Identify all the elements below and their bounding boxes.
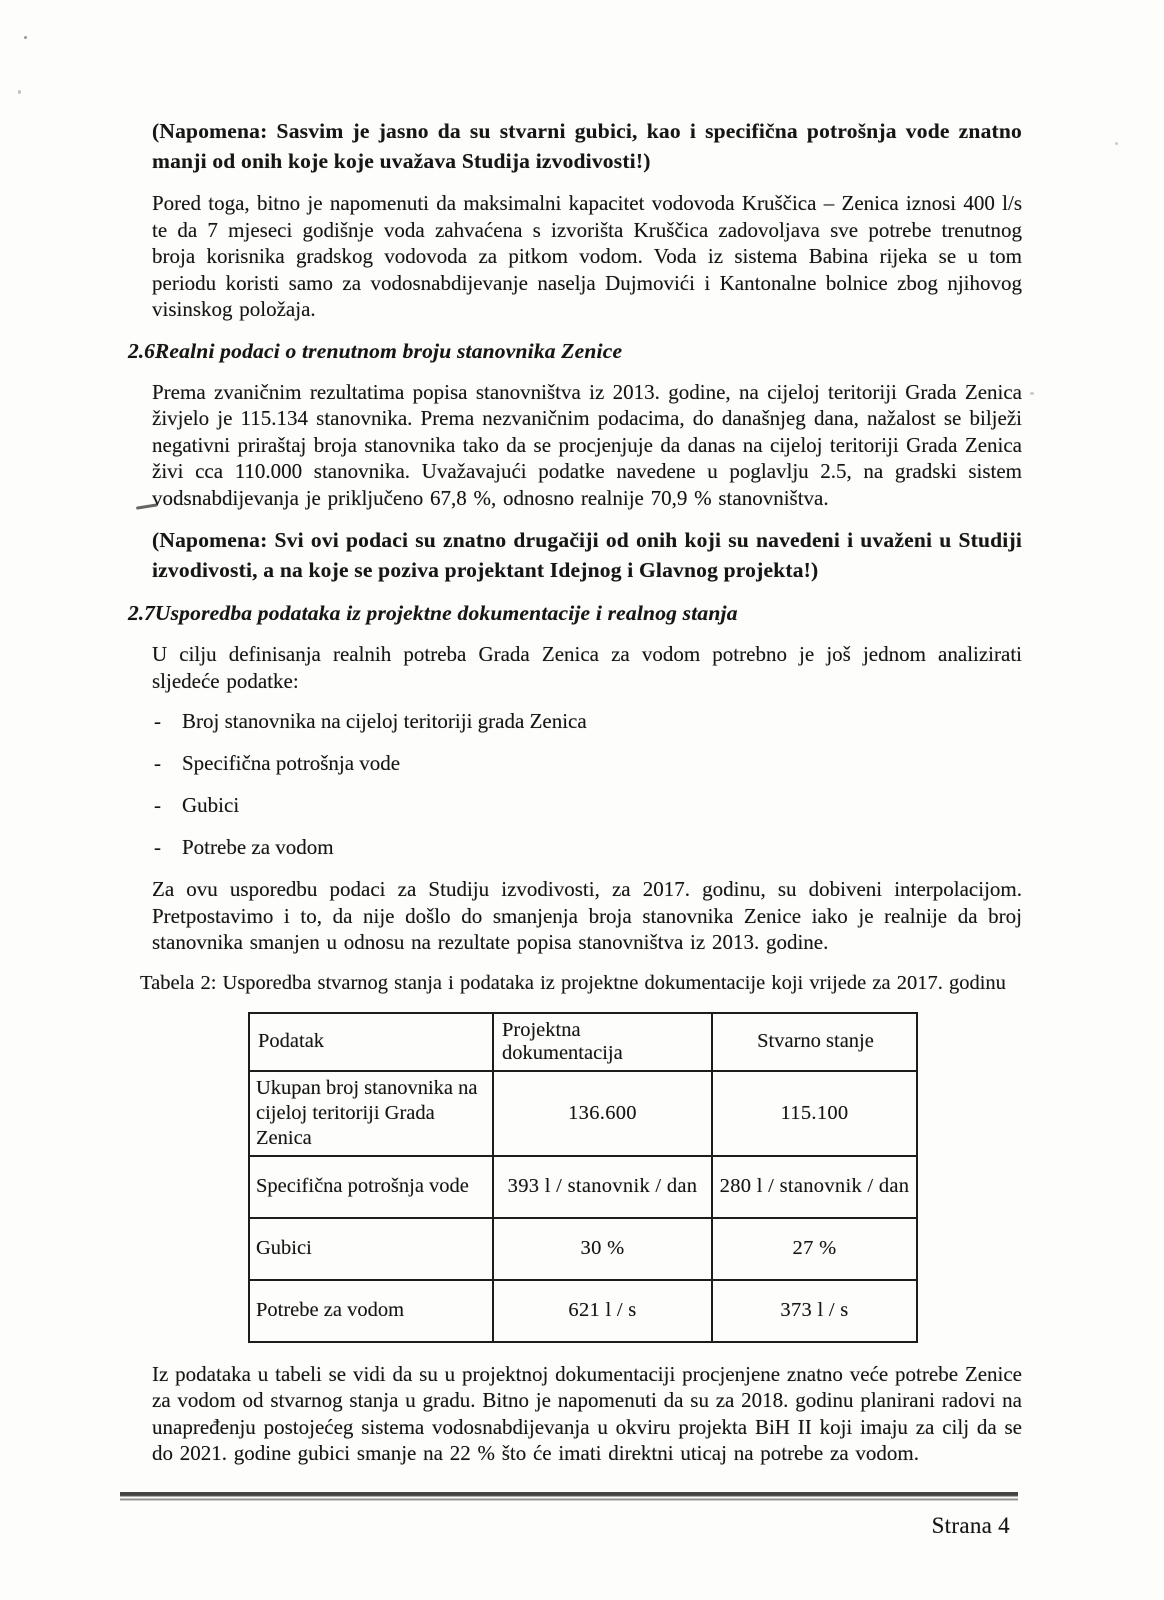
footer-rule bbox=[120, 1492, 1018, 1501]
table-header-podatak: Podatak bbox=[249, 1013, 493, 1071]
table-cell-label: Specifična potrošnja vode bbox=[249, 1156, 493, 1218]
table-row bbox=[249, 1156, 917, 1218]
page-number: Strana 4 bbox=[931, 1513, 1010, 1538]
document-content bbox=[128, 116, 1022, 1481]
section-title: Realni podaci o trenutnom broju stanovnika Zenice bbox=[154, 338, 623, 363]
body-paragraph-4: Za ovu usporedbu podaci za Studiju izvodivosti, za 2017. godinu, su dobiveni interpolacijom. Pretpostavimo i to, da nije došlo do smanjenja broja stanovnika Zenice iako je realnije da broj stanovnika smanjen u odnosu na rezultate popisa stanovništva iz 2013. godine. bbox=[152, 877, 1022, 954]
scan-speck bbox=[18, 90, 21, 94]
bullet-marker: - bbox=[154, 751, 161, 775]
note-paragraph-1: (Napomena: Sasvim je jasno da su stvarni gubici, kao i specifična potrošnja vode znatno manji od onih koje koje uvažava Studija izvodivosti!) bbox=[152, 119, 1022, 173]
table-cell-project: 393 l / stanovnik / dan bbox=[493, 1156, 712, 1218]
table-header-projektna: Projektna dokumentacija bbox=[493, 1013, 712, 1071]
bullet-item bbox=[152, 708, 1022, 734]
table-cell-label: Gubici bbox=[249, 1218, 493, 1280]
table-header-stvarno: Stvarno stanje bbox=[712, 1013, 917, 1071]
section-heading-2-6 bbox=[128, 337, 1022, 365]
scan-speck bbox=[24, 36, 27, 39]
body-paragraph-2: Prema zvaničnim rezultatima popisa stanovništva iz 2013. godine, na cijeloj teritoriji Grada Zenica živjelo je 115.134 stanovnika. Prema nezvaničnim podacima, do današnjeg dana, nažalost se bilježi negativni priraštaj broja stanovnika tako da se procjenjuje da danas na cijeloj teritoriji Grada Zenica živi cca 110.000 stanovnika. Uvažavajući podatke navedene u poglavlju 2.5, na gradski sistem vodsnabdijevanja je priključeno 67,8 %, odnosno realnije 70,9 % stanovništva. bbox=[152, 379, 1022, 510]
table-cell-actual: 115.100 bbox=[712, 1071, 917, 1156]
table-row bbox=[249, 1280, 917, 1342]
table-row bbox=[249, 1218, 917, 1280]
bullet-marker: - bbox=[154, 835, 161, 859]
table-cell-actual: 280 l / stanovnik / dan bbox=[712, 1156, 917, 1218]
body-paragraph-3: U cilju definisanja realnih potreba Grada Zenica za vodom potrebno je još jednom analizirati sljedeće podatke: bbox=[152, 642, 1022, 693]
table-cell-project: 136.600 bbox=[493, 1071, 712, 1156]
scan-speck bbox=[1115, 142, 1118, 145]
bullet-item bbox=[152, 792, 1022, 818]
table-cell-label: Potrebe za vodom bbox=[249, 1280, 493, 1342]
section-title: Usporedba podataka iz projektne dokumentacije i realnog stanja bbox=[154, 601, 738, 625]
table-row bbox=[249, 1071, 917, 1156]
bullet-item bbox=[152, 750, 1022, 776]
bullet-text: Broj stanovnika na cijeloj teritoriji grada Zenica bbox=[182, 709, 587, 733]
comparison-table bbox=[248, 1012, 918, 1343]
bullet-item bbox=[152, 834, 1022, 860]
section-heading-2-7 bbox=[128, 599, 1022, 627]
bullet-text: Potrebe za vodom bbox=[182, 835, 334, 859]
bullet-marker: - bbox=[154, 709, 161, 733]
table-header-row bbox=[249, 1013, 917, 1071]
table-caption: Tabela 2: Usporedba stvarnog stanja i podataka iz projektne dokumentacije koji vrijede za 2017. godinu bbox=[140, 971, 1006, 994]
note-paragraph-2: (Napomena: Svi ovi podaci su znatno drugačiji od onih koji su navedeni i uvaženi u Studiji izvodivosti, a na koje se poziva projektant Idejnog i Glavnog projekta!) bbox=[152, 528, 1022, 582]
scan-speck bbox=[1030, 392, 1034, 395]
body-paragraph-1: Pored toga, bitno je napomenuti da maksimalni kapacitet vodovoda Kruščica – Zenica iznosi 400 l/s te da 7 mjeseci godišnje voda zahvaćena s izvorišta Kruščica zadovoljava sve potrebe trenutnog broja korisnika gradskog vodovoda za pitkom vodom. Voda iz sistema Babina rijeka se u tom periodu koristi samo za vodosnabdijevanje naselja Dujmovići i Kantonalne bolnice zbog njihovog visinskog položaja. bbox=[152, 191, 1022, 321]
bullet-marker: - bbox=[154, 793, 161, 817]
table-cell-project: 621 l / s bbox=[493, 1280, 712, 1342]
bullet-text: Gubici bbox=[182, 793, 240, 817]
body-paragraph-5: Iz podataka u tabeli se vidi da su u projektnoj dokumentaciji procjenjene znatno veće potrebe Zenice za vodom od stvarnog stanja u gradu. Bitno je napomenuti da su za 2018. godinu planirani radovi na unapređenju postojećeg sistema vodosnabdijevanja u okviru projekta BiH II koji imaju za cilj da se do 2021. godine gubici smanje na 22 % što će imati direktni uticaj na potrebe za vodom. bbox=[152, 1361, 1022, 1465]
section-number: 2.6 bbox=[128, 338, 155, 363]
bullet-list bbox=[128, 708, 1022, 860]
bullet-text: Specifična potrošnja vode bbox=[182, 751, 401, 775]
page-footer bbox=[120, 1492, 1018, 1539]
table-cell-actual: 27 % bbox=[712, 1218, 917, 1280]
section-number: 2.7 bbox=[128, 601, 155, 625]
table-cell-label: Ukupan broj stanovnika na cijeloj teritoriji Grada Zenica bbox=[249, 1071, 493, 1156]
table-cell-project: 30 % bbox=[493, 1218, 712, 1280]
table-cell-actual: 373 l / s bbox=[712, 1280, 917, 1342]
